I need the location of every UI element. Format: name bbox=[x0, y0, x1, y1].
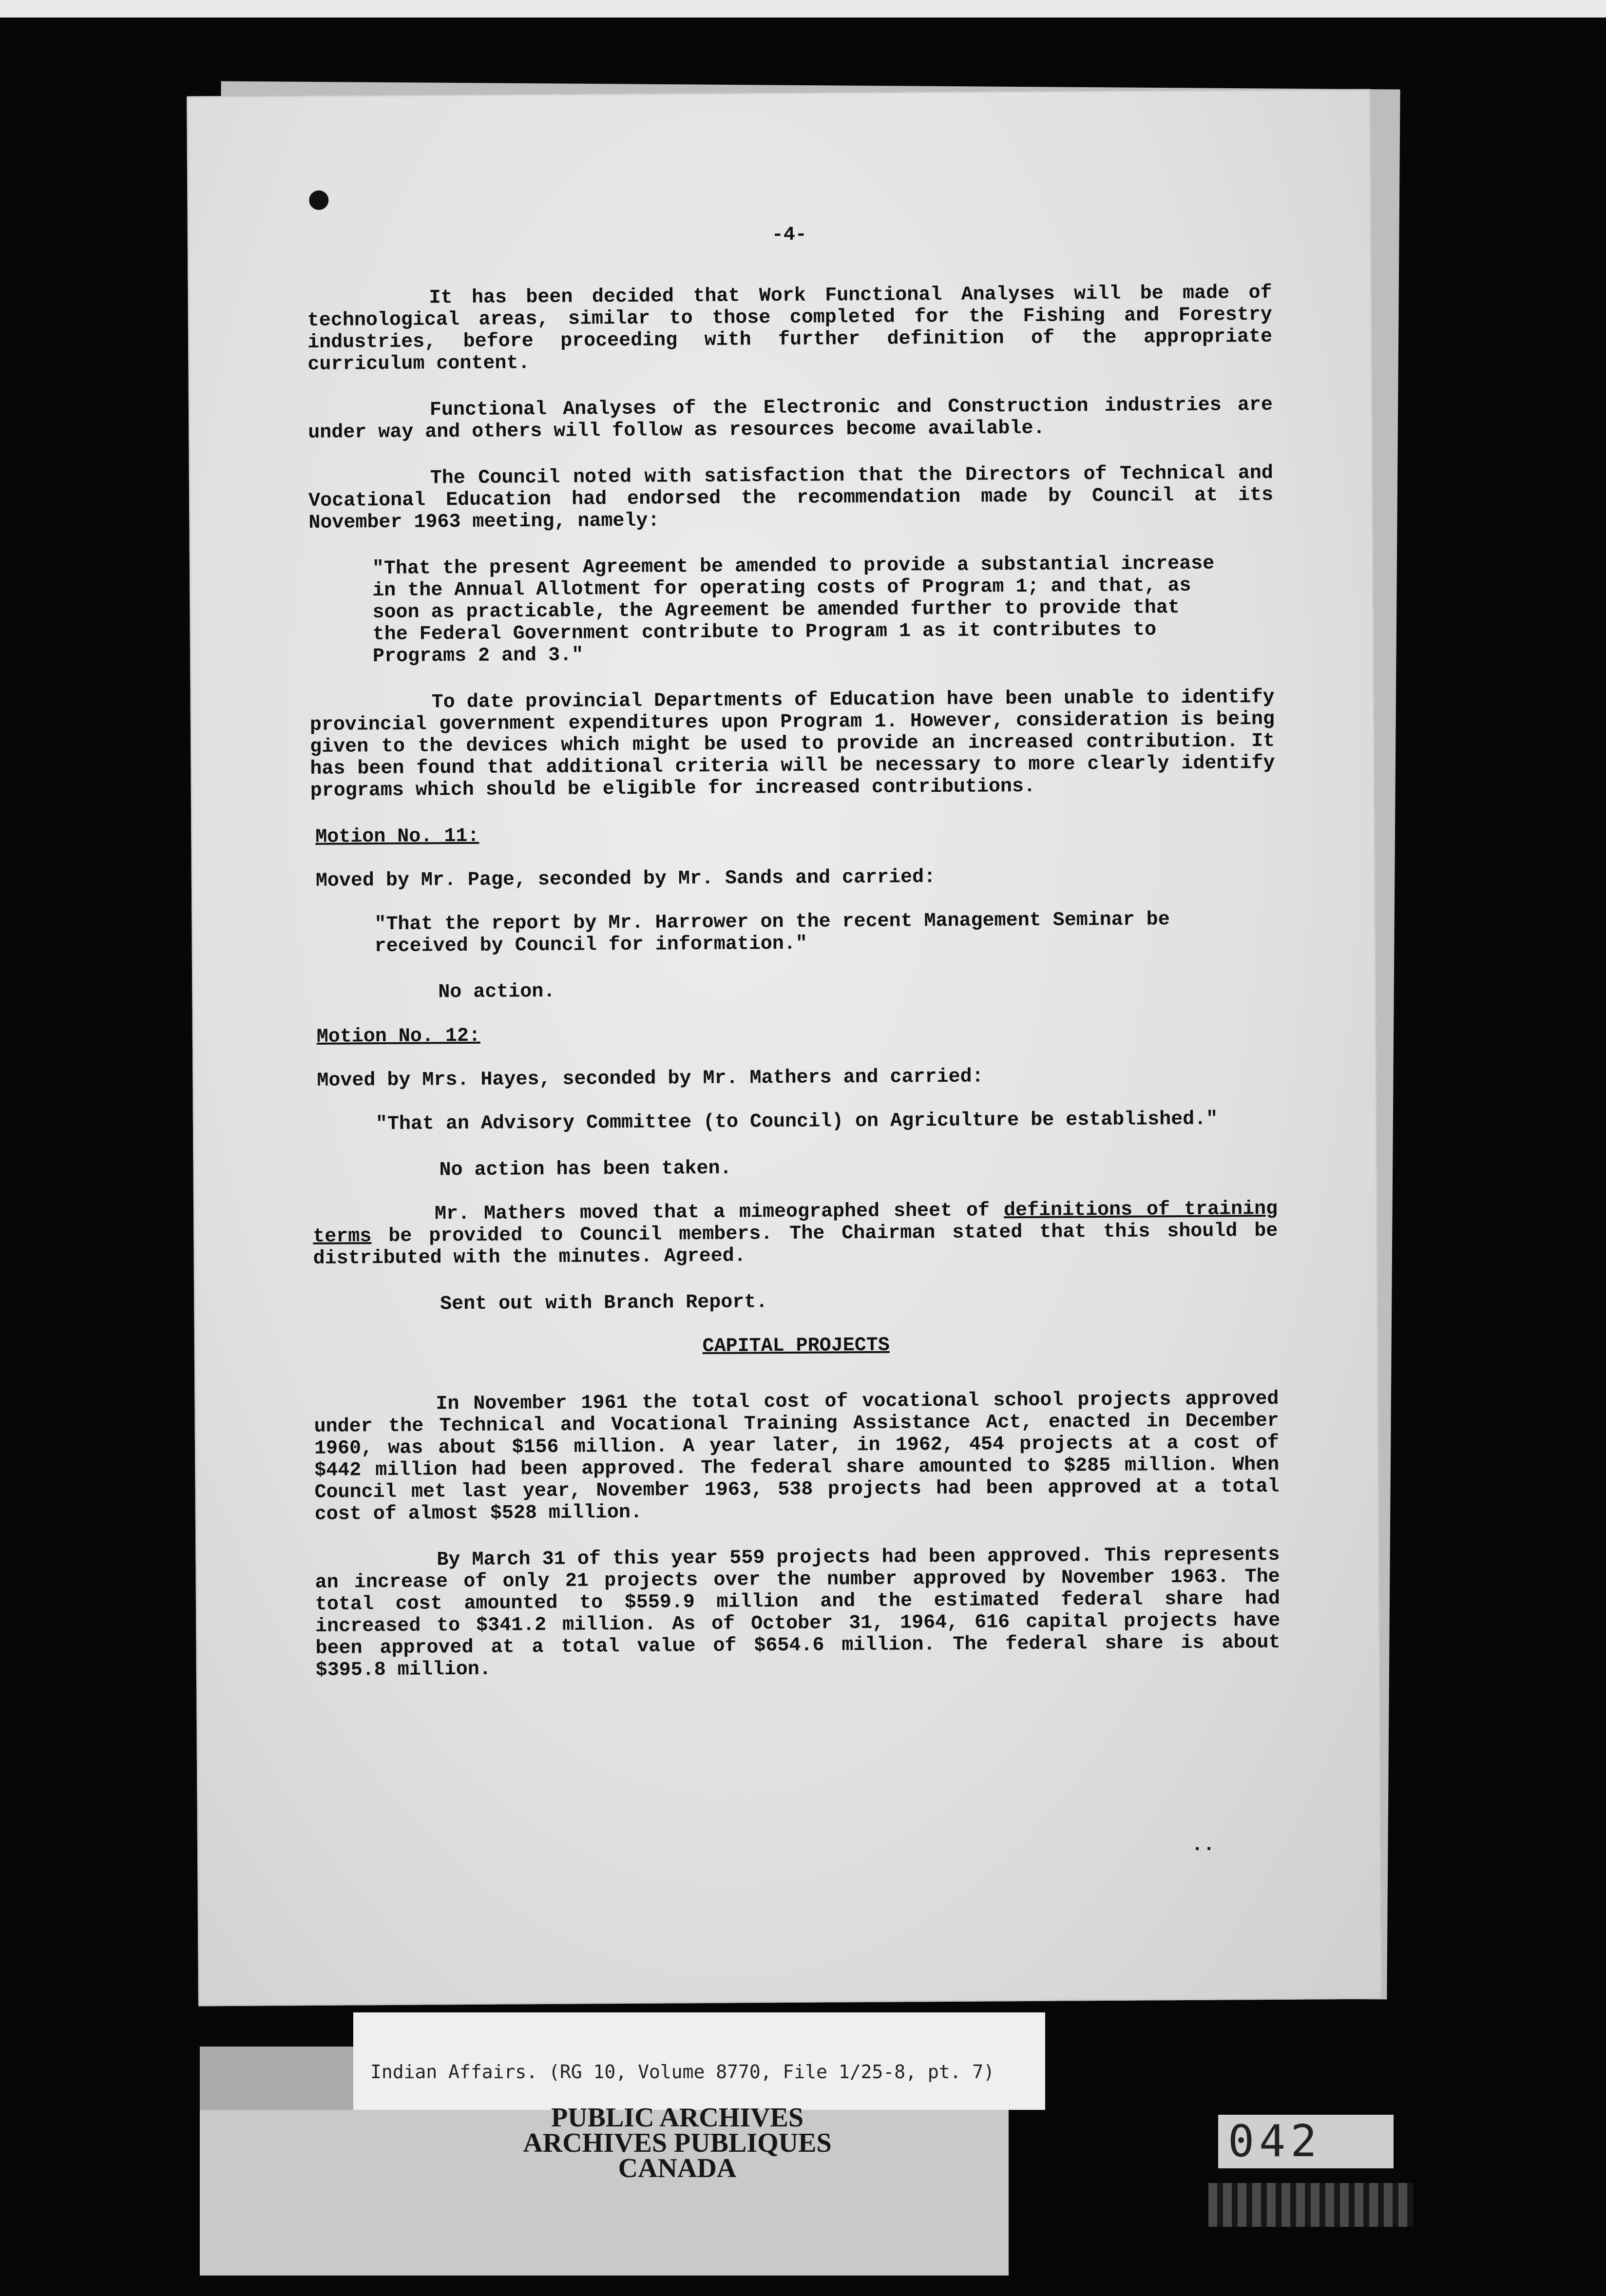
page-content bbox=[307, 221, 1281, 1706]
motion-11-action: No action. bbox=[438, 980, 555, 1004]
mathers-text-pre: Mr. Mathers moved that a mimeographed sheet of bbox=[434, 1200, 1004, 1225]
motion-12-action: No action has been taken. bbox=[439, 1157, 732, 1182]
paragraph-capital-march: By March 31 of this year 559 projects had been approved. This represents an increase of only 21 projects over the number approved by November 1963. The total cost amounted to $559.9 million and the estimated federal share had increased to $341.2 million. As of October 31, 1964, 616 capital projects have been approved at a total value of $654.6 million. The federal share is about $395.8 million. bbox=[315, 1544, 1281, 1682]
motion-11-heading-text: Motion No. 11 bbox=[315, 825, 468, 848]
motion-11-heading-colon: : bbox=[467, 825, 479, 847]
film-edge bbox=[0, 0, 1606, 18]
motion-12-moved: Moved by Mrs. Hayes, seconded by Mr. Mathers and carried: bbox=[317, 1066, 984, 1092]
motion-11-quote: "That the report by Mr. Harrower on the recent Management Seminar be received by Council for information." bbox=[374, 909, 1170, 958]
stamp-line-1: PUBLIC ARCHIVES bbox=[551, 2103, 804, 2133]
paragraph-capital-1961: In November 1961 the total cost of vocational school projects approved under the Technical and Vocational Training Assistance Act, enacted in December 1960, was about $156 million. A year later, in 1962, 454 projects at a cost of $442 million had been approved. The federal share amounted to $285 million. When Council met last year, November 1963, 538 projects had been approved at a total cost of almost $528 million. bbox=[314, 1388, 1280, 1526]
motion-12-heading-text: Motion No. 12 bbox=[316, 1025, 469, 1048]
paragraph-functional-analyses: It has been decided that Work Functional Analyses will be made of technological areas, similar to those completed for the Fishing and Forestry industries, before proceeding with further definition of the appropriate curriculum content. bbox=[307, 282, 1273, 376]
motion-11-moved: Moved by Mr. Page, seconded by Mr. Sands and carried: bbox=[315, 866, 936, 892]
motion-11-heading bbox=[315, 821, 1275, 848]
continuation-mark: .. bbox=[1191, 1834, 1215, 1856]
archive-reference: Indian Affairs. (RG 10, Volume 8770, File 1/25-8, pt. 7) bbox=[370, 2061, 995, 2083]
paragraph-provincial-departments: To date provincial Departments of Education have been unable to identify provincial government expenditures upon Program 1. However, consideration is being given to the devices which might be used to provide an increased contribution. It has been found that additional criteria will be necessary to more clearly identify programs which should be eligible for increased contributions. bbox=[309, 686, 1275, 802]
motion-12-heading-colon: : bbox=[468, 1025, 481, 1047]
archives-stamp bbox=[468, 2105, 887, 2181]
motion-12-heading bbox=[317, 1020, 1277, 1048]
sent-out-note: Sent out with Branch Report. bbox=[440, 1291, 768, 1316]
paragraph-council-noted: The Council noted with satisfaction that the Directors of Technical and Vocational Education had endorsed the recommendation made by Council at its November 1963 meeting, namely: bbox=[308, 462, 1274, 534]
capital-projects-heading: CAPITAL PROJECTS bbox=[702, 1334, 890, 1358]
frame-number: 042 bbox=[1218, 2115, 1394, 2168]
page-number: -4- bbox=[771, 224, 807, 247]
quote-agreement-amendment: "That the present Agreement be amended to provide a substantial increase in the Annual Allotment for operating costs of Program 1; and that, as soon as practicable, the Agreement be amended further to provide that the Federal Government contribute to Program 1 as it contributes to Programs 2 and 3." bbox=[372, 553, 1215, 668]
definitions-underlined: definitions of training terms bbox=[313, 1198, 1278, 1248]
punch-hole bbox=[309, 191, 328, 210]
motion-12-quote: "That an Advisory Committee (to Council) on Agriculture be established." bbox=[375, 1108, 1218, 1136]
mathers-text-post: be provided to Council members. The Chairman stated that this should be distributed with the minutes. Agreed. bbox=[313, 1220, 1278, 1270]
document-page bbox=[187, 89, 1382, 2007]
paragraph-electronic-construction: Functional Analyses of the Electronic and Construction industries are under way and others will follow as resources become available. bbox=[308, 394, 1273, 444]
film-damage bbox=[1208, 2183, 1413, 2227]
stamp-line-3: CANADA bbox=[618, 2153, 737, 2183]
paragraph-mathers-motion bbox=[313, 1198, 1278, 1270]
stamp-line-2: ARCHIVES PUBLIQUES bbox=[523, 2128, 832, 2158]
